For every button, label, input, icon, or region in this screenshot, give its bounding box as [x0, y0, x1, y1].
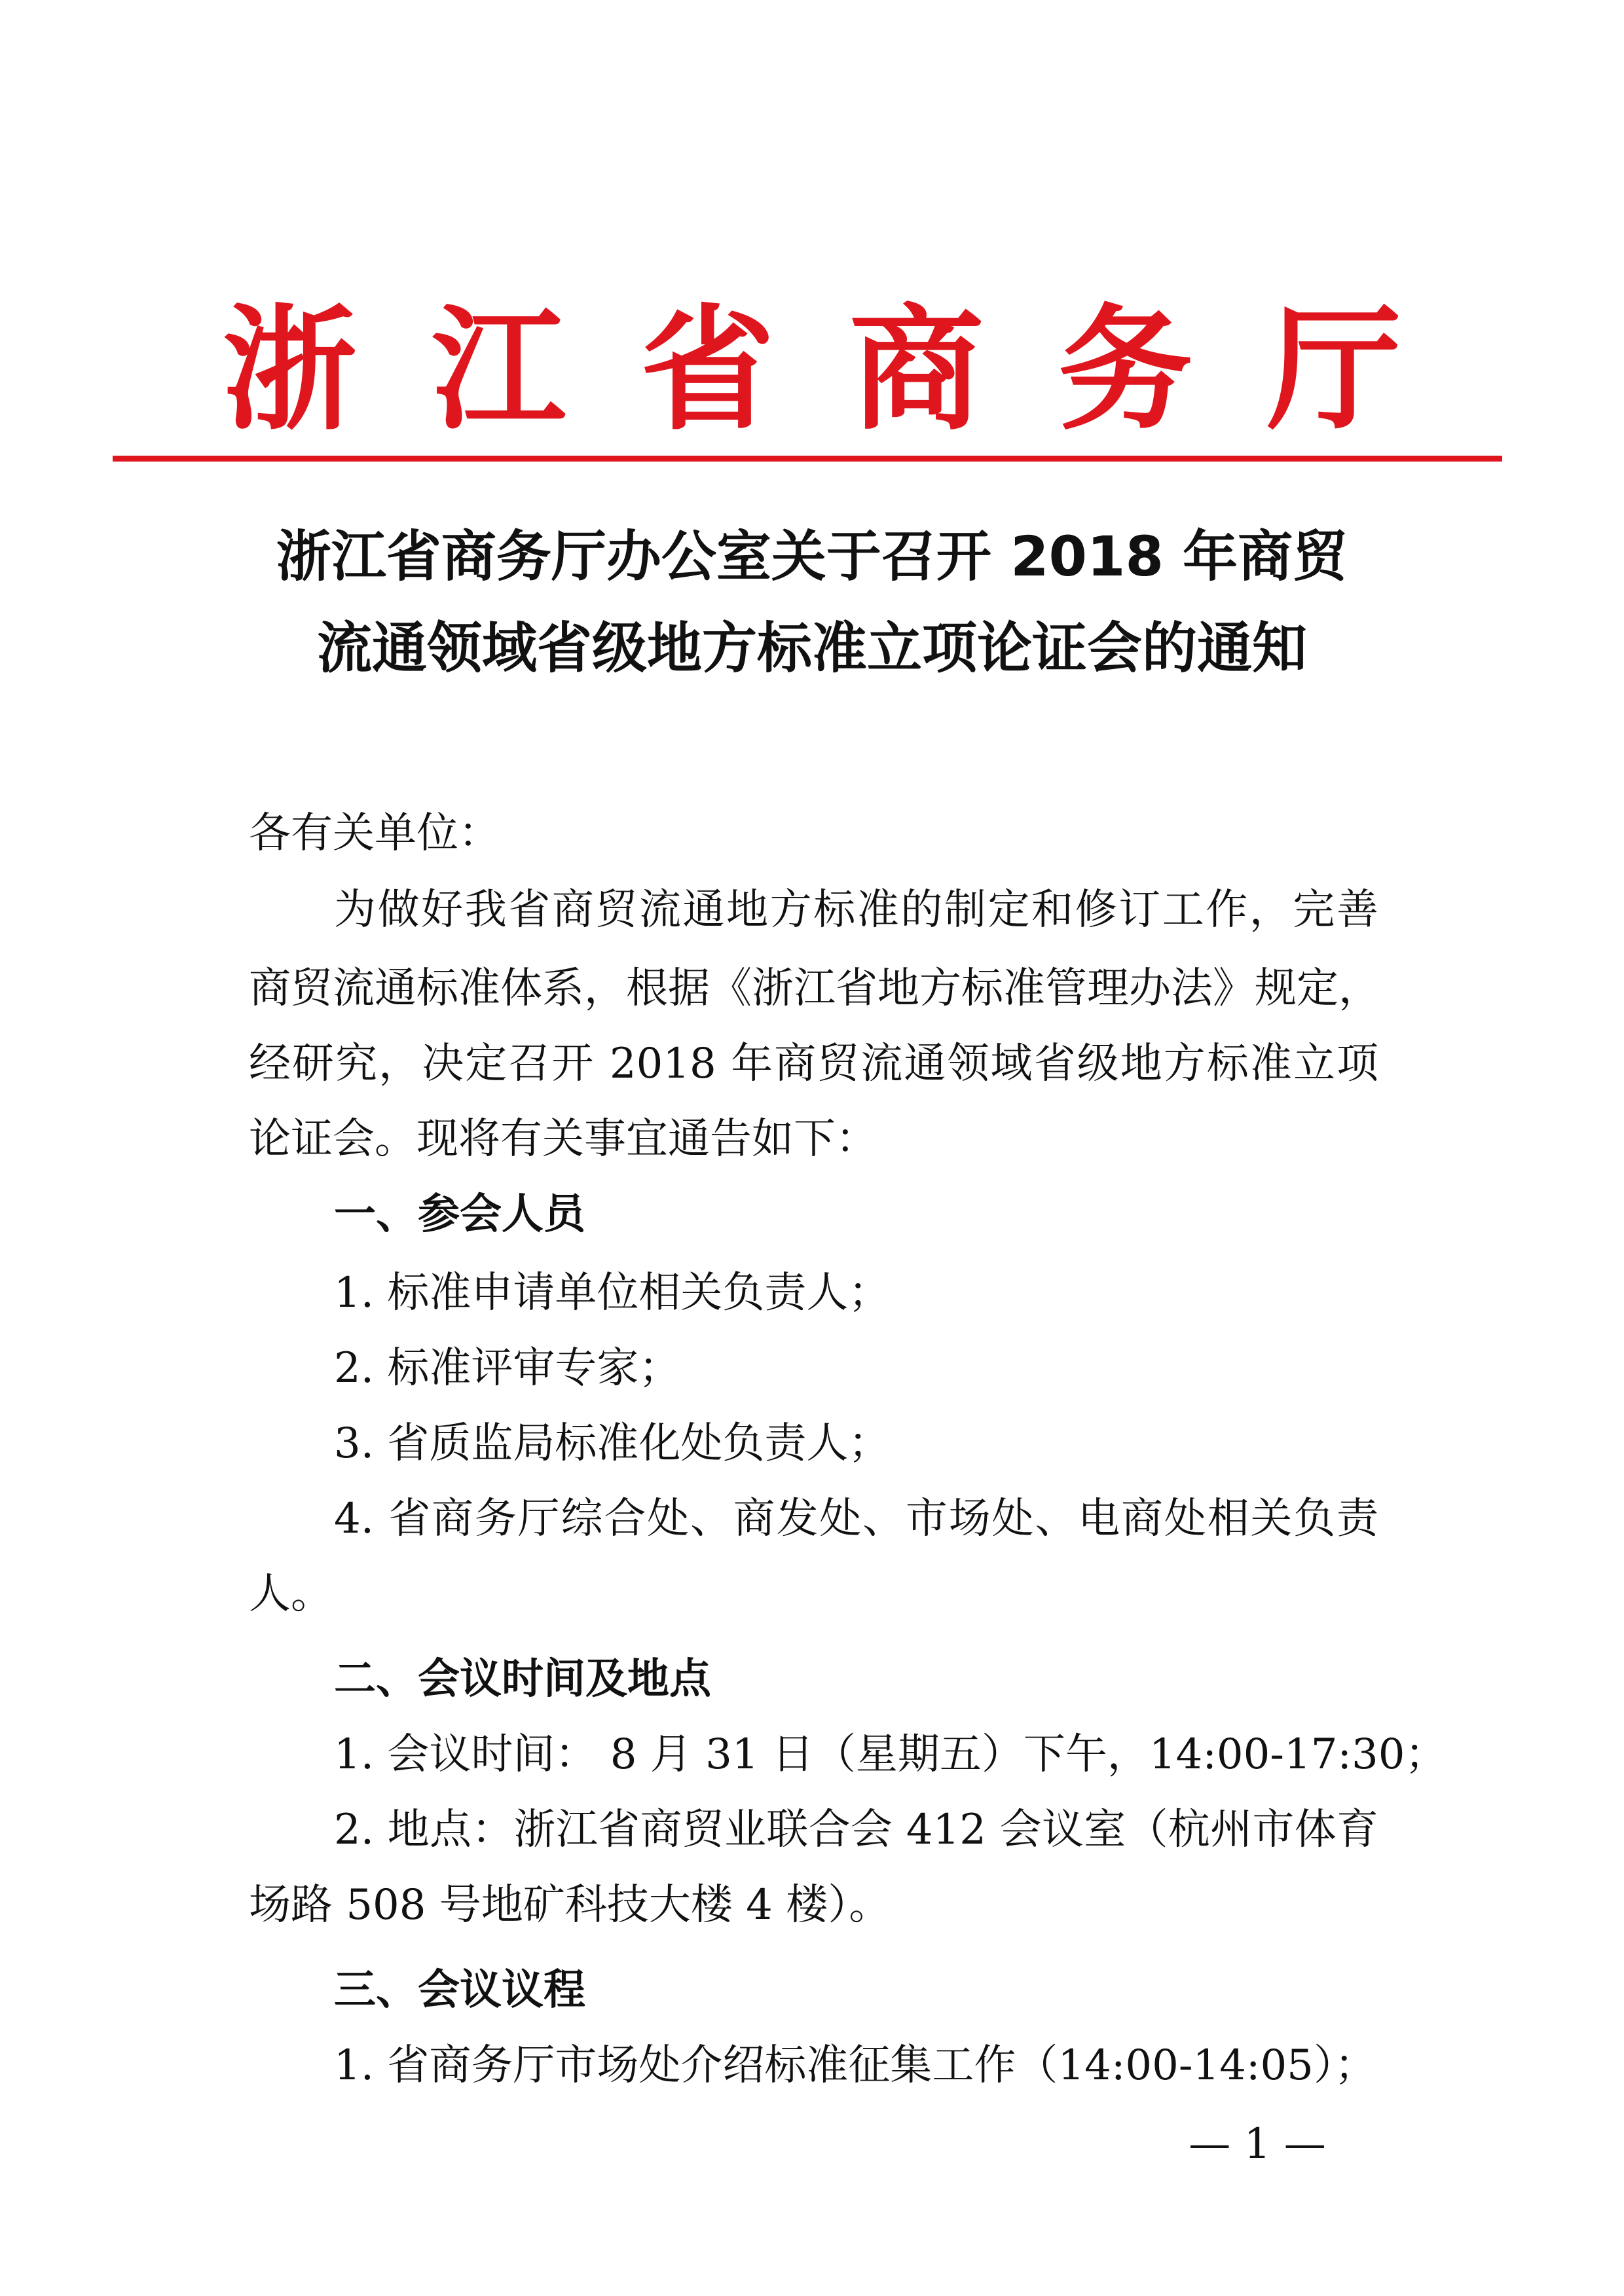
letterhead-char: 商 — [849, 291, 984, 448]
letterhead-char: 江 — [432, 291, 566, 448]
section-heading-agenda: 三、会议议程 — [334, 1966, 585, 2014]
list-item: 1. 会议时间： 8 月 31 日（星期五）下午，14:00-17:30； — [334, 1730, 1447, 1779]
intro-paragraph-line: 经研究，决定召开 2018 年商贸流通领域省级地方标准立项 — [249, 1040, 1378, 1088]
list-item-continuation: 人。 — [249, 1570, 333, 1618]
intro-paragraph-line: 论证会。现将有关事宜通告如下： — [249, 1115, 877, 1163]
document-title-line-2: 流通领域省级地方标准立项论证会的通知 — [316, 616, 1307, 680]
list-item: 2. 标准评审专家； — [334, 1344, 681, 1393]
letterhead-divider — [113, 456, 1502, 462]
section-heading-time-place: 二、会议时间及地点 — [334, 1655, 711, 1704]
list-item: 1. 省商务厅市场处介绍标准征集工作（14:00-14:05）； — [334, 2041, 1376, 2090]
salutation: 各有关单位： — [249, 809, 500, 858]
list-item: 4. 省商务厅综合处、商发处、市场处、电商处相关负责 — [334, 1495, 1378, 1543]
page-number: — 1 — — [1189, 2120, 1326, 2168]
document-title-line-1: 浙江省商务厅办公室关于召开 2018 年商贸 — [276, 524, 1348, 589]
intro-paragraph-line: 商贸流通标准体系，根据《浙江省地方标准管理办法》规定， — [249, 964, 1380, 1013]
list-item: 1. 标准申请单位相关负责人； — [334, 1269, 891, 1317]
section-heading-attendees: 一、参会人员 — [334, 1190, 585, 1239]
letterhead-char: 浙 — [223, 291, 357, 448]
letterhead-char: 省 — [640, 291, 775, 448]
letterhead-char: 厅 — [1267, 291, 1401, 448]
letterhead-char: 务 — [1058, 291, 1192, 448]
intro-paragraph-line: 为做好我省商贸流通地方标准的制定和修订工作，完善 — [334, 886, 1378, 934]
list-item: 3. 省质监局标准化处负责人； — [334, 1419, 891, 1468]
letterhead — [223, 291, 1401, 448]
list-item-continuation: 场路 508 号地矿科技大楼 4 楼）。 — [249, 1881, 891, 1929]
list-item: 2. 地点：浙江省商贸业联合会 412 会议室（杭州市体育 — [334, 1806, 1378, 1854]
